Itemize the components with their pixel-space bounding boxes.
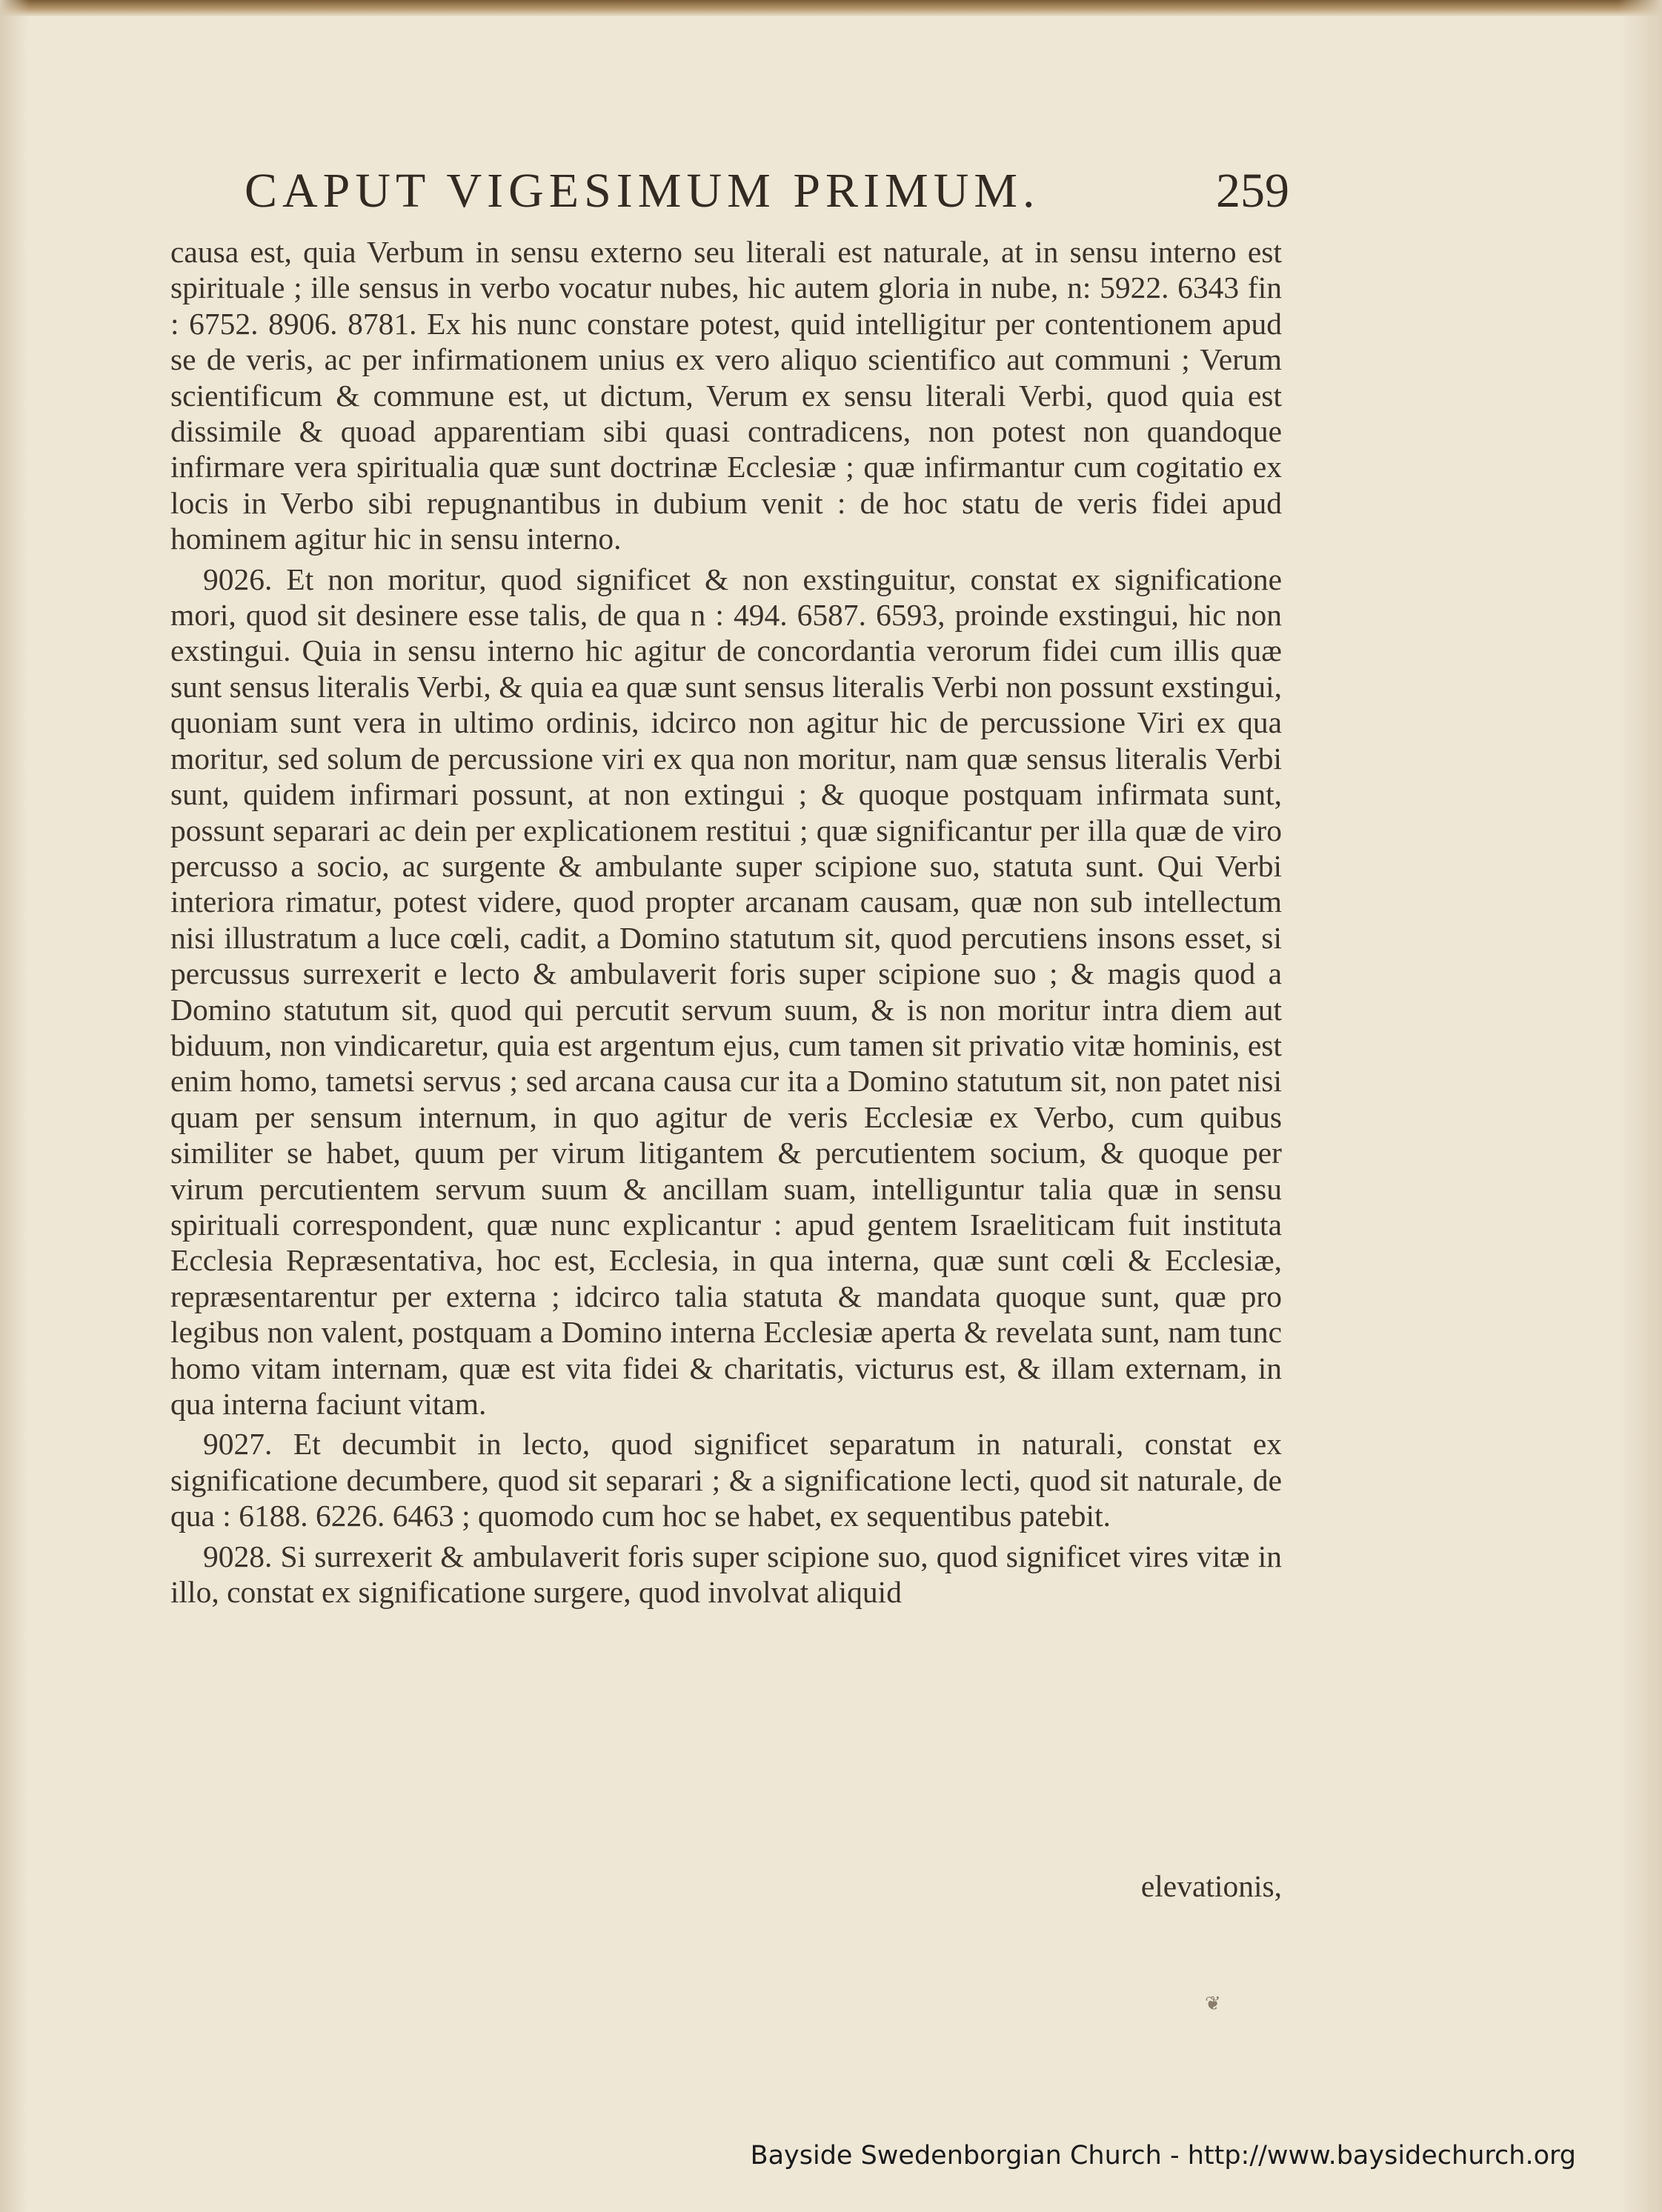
page-number: 259 — [1216, 164, 1289, 218]
page-top-edge — [0, 0, 1662, 16]
page-header — [170, 148, 1289, 230]
running-title: CAPUT VIGESIMUM PRIMUM. — [245, 164, 1040, 218]
paragraph-9028: 9028. Si surrexerit & ambulaverit foris super scipione suo, quod significet vires vitæ in illo, constat ex significatione surgere, quod involvat aliquid — [170, 1539, 1282, 1610]
catchword: elevationis, — [1140, 1869, 1282, 1903]
page-right-shadow — [1618, 0, 1662, 2212]
page-left-shadow — [0, 0, 30, 2212]
footer-credit: Bayside Swedenborgian Church - http://www.baysidechurch.org — [750, 2141, 1576, 2171]
printer-mark-ornament: ❦ — [1205, 1993, 1221, 2015]
paragraph-9027: 9027. Et decumbit in lecto, quod significet separatum in naturali, constat ex significatione decumbere, quod sit separari ; & a significatione lecti, quod sit naturale, de qua : 6188. 6226. 6463 ; quomodo cum hoc se habet, ex sequentibus patebit. — [170, 1427, 1282, 1533]
paragraph-continued: causa est, quia Verbum in sensu externo seu literali est naturale, at in sensu interno est spirituale ; ille sensus in verbo vocatur nubes, hic autem gloria in nube, n: 5922. 6343 fin : 6752. 8906. 8781. Ex his nunc constare potest, quid intelligitur per contentionem apud se de veris, ac per infirmationem unius ex vero aliquo scientifico aut communi ; Verum scientificum & commune est, ut dictum, Verum ex sensu literali Verbi, quod quia est dissimile & quoad apparentiam sibi quasi contradicens, non potest non quandoque infirmare vera spiritualia quæ sunt doctrinæ Ecclesiæ ; quæ infirmantur cum cogitatio ex locis in Verbo sibi repugnantibus in dubium venit : de hoc statu de veris fidei apud hominem agitur hic in sensu interno. — [170, 235, 1282, 556]
book-page — [170, 148, 1289, 1903]
paragraph-9026: 9026. Et non moritur, quod significet & non exstinguitur, constat ex significatione mori, quod sit desinere esse talis, de qua n : 494. 6587. 6593, proinde exstingui, hic non exstingui. Quia in sensu interno hic agitur de concordantia verorum fidei cum illis quæ sunt sensus literalis Verbi, & quia ea quæ sunt sensus literalis Verbi non possunt exstingui, quoniam sunt vera in ultimo ordinis, idcirco non agitur hic de percussione Viri ex qua moritur, sed solum de percussione viri ex qua non moritur, nam quæ sensus literalis Verbi sunt, quidem infirmari possunt, at non extingui ; & quoque postquam infirmata sunt, possunt separari ac dein per explicationem restitui ; quæ significantur per illa quæ de viro percusso a socio, ac surgente & ambulante super scipione suo, statuta sunt. Qui Verbi interiora rimatur, potest videre, quod propter arcanam causam, quæ non sub intellectum nisi illustratum a luce cœli, cadit, a Domino statutum sit, quod percutiens insons esset, si percussus surrexerit e lecto & ambulaverit foris super scipione suo ; & magis quod a Domino statutum sit, quod qui percutit servum suum, & is non moritur intra diem aut biduum, non vindicaretur, quia est argentum ejus, cum tamen sit privatio vitæ hominis, est enim homo, tametsi servus ; sed arcana causa cur ita a Domino statutum sit, non patet nisi quam per sensum internum, in quo agitur de veris Ecclesiæ ex Verbo, cum quibus similiter se habet, quum per virum litigantem & percutientem socium, & quoque per virum percutientem servum suum & ancillam suam, intelliguntur talia quæ in sensu spirituali correspondent, quæ nunc explicantur : apud gentem Israeliticam fuit instituta Ecclesia Repræsentativa, hoc est, Ecclesia, in qua interna, quæ sunt cœli & Ecclesiæ, repræsentarentur per externa ; idcirco talia statuta & mandata quoque sunt, quæ pro legibus non valent, postquam a Domino interna Ecclesiæ aperta & revelata sunt, nam tunc homo vitam internam, quæ est vita fidei & charitatis, victurus est, & illam externam, in qua interna faciunt vitam. — [170, 562, 1282, 1421]
body-text — [170, 234, 1282, 1610]
